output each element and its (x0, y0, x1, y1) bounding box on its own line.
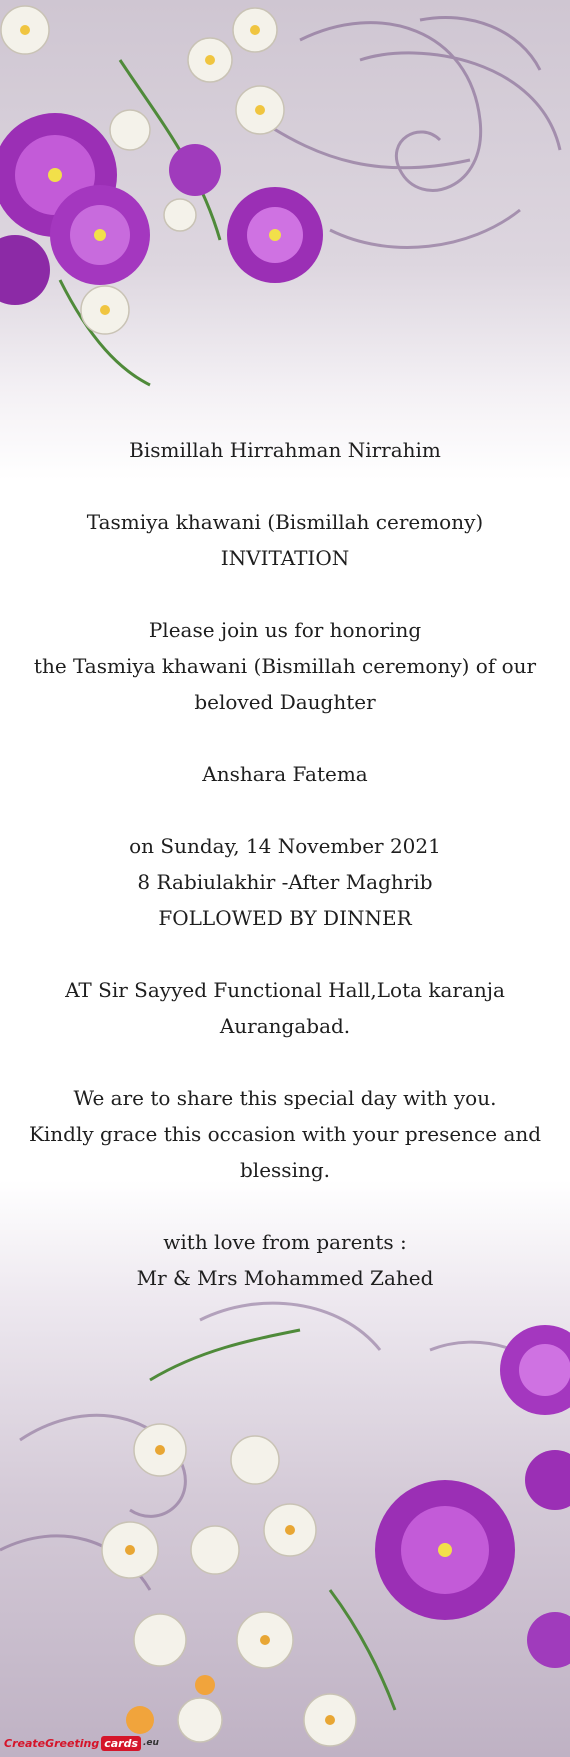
watermark-domain: .eu (143, 1738, 159, 1748)
greeting-line: Bismillah Hirrahman Nirrahim (129, 438, 441, 462)
bottom-floral-decoration (0, 1290, 570, 1757)
venue-city: Aurangabad. (219, 1014, 351, 1038)
child-name: Anshara Fatema (202, 762, 368, 786)
venue-line: AT Sir Sayyed Functional Hall,Lota karanja (65, 978, 505, 1002)
event-time: 8 Rabiulakhir -After Maghrib (137, 870, 433, 894)
message-line: We are to share this special day with you. (73, 1086, 497, 1110)
watermark-badge: cards (101, 1736, 141, 1751)
invite-line: beloved Daughter (194, 690, 376, 714)
message-line: Kindly grace this occasion with your presence and (28, 1122, 542, 1146)
event-dinner: FOLLOWED BY DINNER (158, 906, 412, 930)
hosts-name: Mr & Mrs Mohammed Zahed (136, 1266, 434, 1290)
large-violet-flower-icon (375, 1480, 515, 1620)
watermark-logo[interactable] (4, 1732, 159, 1754)
watermark-text: CreateGreeting (4, 1736, 100, 1750)
top-floral-decoration (0, 0, 570, 420)
closing-line: with love from parents : (163, 1230, 407, 1254)
invitation-heading: INVITATION (220, 546, 350, 570)
invite-line: the Tasmiya khawani (Bismillah ceremony) of our (33, 654, 537, 678)
ceremony-name: Tasmiya khawani (Bismillah ceremony) (86, 510, 484, 534)
invite-line: Please join us for honoring (148, 618, 422, 642)
event-date: on Sunday, 14 November 2021 (129, 834, 441, 858)
invitation-text (20, 432, 550, 1296)
message-line: blessing. (240, 1158, 330, 1182)
